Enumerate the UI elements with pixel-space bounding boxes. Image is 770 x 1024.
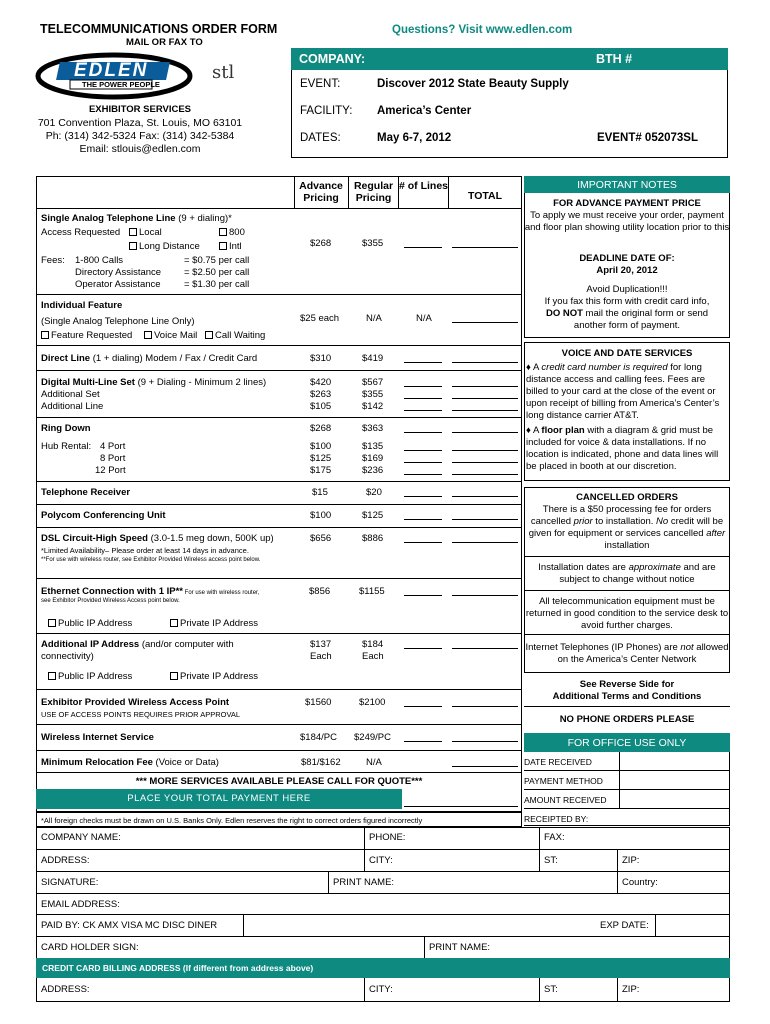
no-phone-orders: NO PHONE ORDERS PLEASE bbox=[559, 714, 695, 725]
800-label: 800 bbox=[229, 227, 245, 238]
email-address-label: EMAIL ADDRESS: bbox=[41, 899, 120, 910]
dsl-note-2: **For use with wireless router, see Exhibitor Provided Wireless access point below. bbox=[41, 557, 261, 563]
ethernet-title-line bbox=[41, 586, 297, 597]
total-header: TOTAL bbox=[467, 190, 503, 202]
wifi-title: Wireless Internet Service bbox=[41, 732, 154, 743]
receiver-title: Telephone Receiver bbox=[41, 487, 131, 498]
reverse-side-2: Additional Terms and Conditions bbox=[552, 691, 702, 702]
digital-advance-1: $420 bbox=[310, 377, 332, 388]
voice-data-title: VOICE AND DATE SERVICES bbox=[561, 348, 693, 359]
form-divider bbox=[617, 849, 618, 871]
billing-st-label: ST: bbox=[544, 984, 558, 995]
equipment-note: All telecommunication equipment must be returned in good condition to the service desk to avoid further charges. bbox=[524, 591, 730, 635]
direct-line-title bbox=[41, 353, 257, 364]
wifi-lines-input[interactable] bbox=[404, 733, 442, 742]
ct1: There is a $50 processing fee for orders cancelled bbox=[530, 504, 712, 527]
hub-lines-input-3[interactable] bbox=[404, 466, 442, 475]
row-divider bbox=[36, 345, 522, 346]
row-divider bbox=[36, 208, 522, 209]
polycom-advance: $100 bbox=[310, 510, 332, 521]
hub-regular-2: $169 bbox=[362, 453, 384, 464]
800-option[interactable] bbox=[219, 227, 245, 238]
intl-checkbox[interactable] bbox=[219, 242, 227, 250]
install-note bbox=[524, 557, 730, 591]
form-row bbox=[36, 936, 730, 937]
hub-total-input-2[interactable] bbox=[452, 454, 518, 463]
dates-label: DATES: bbox=[300, 132, 341, 144]
cancel-text bbox=[524, 504, 730, 552]
dup-text-rest: mail the original form or send another form of payment. bbox=[573, 308, 709, 331]
vb2c: with a diagram & grid must be included for voice & data installations. If no location is indicated, phone and data lines will be placed in booth at our discretion. bbox=[526, 425, 719, 472]
call-waiting-checkbox[interactable] bbox=[205, 331, 213, 339]
hub-regular-1: $135 bbox=[362, 441, 384, 452]
digital-regular-1: $567 bbox=[362, 377, 384, 388]
amount-received-label: AMOUNT RECEIVED bbox=[524, 795, 607, 805]
form-row bbox=[36, 893, 730, 894]
hub-regular-3: $236 bbox=[362, 465, 384, 476]
dsl-note-1: *Limited Availability– Please order at least 14 days in advance. bbox=[41, 546, 249, 555]
digital-regular-2: $355 bbox=[362, 389, 384, 400]
direct-lines-input[interactable] bbox=[404, 354, 442, 363]
analog-lines-input[interactable] bbox=[404, 239, 442, 248]
fee-operator-value: = $1.30 per call bbox=[184, 279, 250, 290]
indiv-lines: N/A bbox=[416, 313, 432, 324]
hub-total-input-3[interactable] bbox=[452, 466, 518, 475]
ring-down-title: Ring Down bbox=[41, 423, 91, 434]
office-row bbox=[524, 770, 730, 771]
addip-lines-input[interactable] bbox=[404, 640, 442, 649]
paid-by-label: PAID BY: CK AMX VISA MC DISC DINER bbox=[41, 920, 218, 931]
800-checkbox[interactable] bbox=[219, 228, 227, 236]
advance-price-text: To apply we must receive your order, payment and floor plan showing utility location prior to this bbox=[524, 210, 730, 233]
ct4: installation bbox=[604, 540, 650, 551]
local-option[interactable] bbox=[129, 227, 162, 238]
relocation-regular: N/A bbox=[366, 757, 382, 768]
intl-option[interactable] bbox=[219, 241, 242, 252]
header-address: 701 Convention Plaza, St. Louis, MO 63101 bbox=[37, 117, 243, 129]
wifi-total-input[interactable] bbox=[452, 733, 518, 742]
addip-advance: $137 Each bbox=[310, 639, 332, 662]
fee-directory-value: = $2.50 per call bbox=[184, 267, 250, 278]
country-label: Country: bbox=[622, 877, 658, 888]
ring-regular: $363 bbox=[362, 423, 384, 434]
digital-lines-input-3[interactable] bbox=[404, 402, 442, 411]
reverse-side-1: See Reverse Side for bbox=[579, 679, 675, 690]
grand-total-input[interactable] bbox=[404, 798, 518, 807]
polycom-total-input[interactable] bbox=[452, 511, 518, 520]
ring-advance: $268 bbox=[310, 423, 332, 434]
dsl-title: DSL Circuit-High Speed bbox=[41, 533, 148, 544]
hub-lines-input-1[interactable] bbox=[404, 442, 442, 451]
feature-requested-option[interactable] bbox=[41, 330, 132, 341]
cancel-title: CANCELLED ORDERS bbox=[576, 492, 678, 503]
ip2: allowed on the America’s Center Network bbox=[557, 642, 729, 665]
header-phone-fax: Ph: (314) 342-5324 Fax: (314) 342-5384 bbox=[45, 130, 235, 142]
exp-date-label: EXP DATE: bbox=[600, 920, 649, 931]
edlen-logo bbox=[34, 52, 194, 100]
date-received-label: DATE RECEIVED bbox=[524, 757, 592, 767]
relocation-title-line bbox=[41, 757, 219, 768]
hub-rental-label: Hub Rental: bbox=[41, 441, 92, 452]
relocation-rest: (Voice or Data) bbox=[152, 757, 219, 768]
direct-title: Direct Line bbox=[41, 353, 91, 364]
form-divider bbox=[424, 936, 425, 958]
row-divider bbox=[36, 689, 522, 690]
office-row bbox=[524, 789, 730, 790]
analog-dial: (9 + dialing)* bbox=[175, 213, 232, 224]
form-divider bbox=[617, 871, 618, 893]
exhibitor-services: EXHIBITOR SERVICES bbox=[88, 104, 192, 115]
wifi-regular: $249/PC bbox=[354, 732, 391, 743]
wap-lines-input[interactable] bbox=[404, 698, 442, 707]
digital-multiline-title bbox=[41, 377, 266, 388]
facility-label: FACILITY: bbox=[300, 105, 353, 117]
digital-advance-2: $263 bbox=[310, 389, 332, 400]
form-row bbox=[36, 871, 730, 872]
hub-12port: 12 Port bbox=[95, 465, 126, 476]
wap-title: Exhibitor Provided Wireless Access Point bbox=[41, 697, 230, 708]
digital-add-line: Additional Line bbox=[41, 401, 104, 412]
form-divider bbox=[364, 978, 365, 1002]
phone-label: PHONE: bbox=[369, 832, 406, 843]
place-total-bar: PLACE YOUR TOTAL PAYMENT HERE bbox=[36, 789, 402, 809]
hub-total-input-1[interactable] bbox=[452, 442, 518, 451]
dsl-regular: $886 bbox=[362, 533, 384, 544]
analog-regular: $355 bbox=[362, 238, 384, 249]
company-label: COMPANY: bbox=[299, 52, 366, 66]
receiver-regular: $20 bbox=[366, 487, 382, 498]
ct-prior: prior bbox=[573, 516, 593, 527]
analog-line-title bbox=[41, 213, 232, 224]
addip-public-ip-label: Public IP Address bbox=[58, 671, 133, 682]
deadline-title: DEADLINE DATE OF: bbox=[579, 253, 675, 264]
regular-pricing-header: Regular Pricing bbox=[353, 180, 394, 204]
advance-pricing-header: Advance Pricing bbox=[299, 180, 343, 204]
row-divider bbox=[524, 706, 730, 707]
addip-title: Additional IP Address bbox=[41, 639, 140, 650]
dsl-rest: (3.0-1.5 meg down, 500K up) bbox=[147, 533, 274, 544]
addip-rest: (and/or computer with connectivity) bbox=[41, 639, 234, 662]
digital-advance-3: $105 bbox=[310, 401, 332, 412]
addip-public-ip-checkbox[interactable] bbox=[48, 672, 56, 680]
feature-requested-checkbox[interactable] bbox=[41, 331, 49, 339]
voice-bullet-1: ♦ A credit card number is required for long distance access and calling fees. Fees are billed to your card at the close of the event or upon receipt of billing from America’s Center’s long distance carrier AT&T. bbox=[526, 362, 720, 421]
print-name-label: PRINT NAME: bbox=[333, 877, 395, 888]
event-info-box bbox=[291, 70, 728, 158]
wifi-advance: $184/PC bbox=[300, 732, 337, 743]
ethernet-rest: For use with wireless router, bbox=[183, 590, 260, 596]
hub-8port: 8 Port bbox=[100, 453, 126, 464]
voice-mail-checkbox[interactable] bbox=[144, 331, 152, 339]
event-value: Discover 2012 State Beauty Supply bbox=[377, 78, 569, 90]
st-label: ST: bbox=[544, 855, 558, 866]
eth-private-ip-label: Private IP Address bbox=[180, 618, 258, 629]
digital-add-set: Additional Set bbox=[41, 389, 100, 400]
dup-not: DO NOT bbox=[545, 308, 583, 319]
dsl-lines-input[interactable] bbox=[404, 534, 442, 543]
signature-label: SIGNATURE: bbox=[41, 877, 99, 888]
company-name-label: COMPANY NAME: bbox=[41, 832, 121, 843]
fee-directory-name: Directory Assistance bbox=[75, 267, 162, 278]
deadline-date: April 20, 2012 bbox=[596, 265, 658, 276]
ip-phones-note bbox=[524, 635, 730, 673]
digital-total-input-3[interactable] bbox=[452, 402, 518, 411]
vb2a: A bbox=[532, 425, 542, 436]
ethernet-rest-2: see Exhibitor Provided Wireless Access point below. bbox=[41, 598, 180, 604]
office-use-bar: FOR OFFICE USE ONLY bbox=[524, 733, 730, 752]
digital-title: Digital Multi-Line Set bbox=[41, 377, 135, 388]
fee-1800-value: = $0.75 per call bbox=[184, 255, 250, 266]
addip-regular: $184 Each bbox=[362, 639, 384, 662]
ct-no: No bbox=[656, 516, 669, 527]
digital-regular-3: $142 bbox=[362, 401, 384, 412]
wap-total-input[interactable] bbox=[452, 698, 518, 707]
form-divider bbox=[364, 849, 365, 871]
ring-total-input[interactable] bbox=[452, 424, 518, 433]
indiv-feature-title: Individual Feature bbox=[41, 300, 123, 311]
polycom-lines-input[interactable] bbox=[404, 511, 442, 520]
it-approx: approximate bbox=[628, 562, 681, 573]
voice-mail-option[interactable] bbox=[144, 330, 197, 341]
event-label: EVENT: bbox=[300, 78, 341, 90]
call-waiting-label: Call Waiting bbox=[215, 330, 266, 341]
hub-lines-input-2[interactable] bbox=[404, 454, 442, 463]
row-divider bbox=[36, 370, 522, 371]
hub-4port: 4 Port bbox=[100, 441, 126, 452]
logo-tagline: THE POWER PEOPLE bbox=[82, 80, 160, 89]
row-divider bbox=[36, 527, 522, 528]
hub-advance-2: $125 bbox=[310, 453, 332, 464]
billing-address-label: ADDRESS: bbox=[41, 984, 90, 995]
indiv-advance: $25 each bbox=[300, 313, 340, 324]
form-row bbox=[36, 914, 730, 915]
addip-title-line bbox=[41, 639, 286, 663]
digital-lines-input-2[interactable] bbox=[404, 390, 442, 399]
receiver-total-input[interactable] bbox=[452, 488, 518, 497]
vb1i: credit card number is required bbox=[541, 362, 668, 373]
form-divider bbox=[617, 978, 618, 1002]
mail-fax-label: MAIL OR FAX TO bbox=[126, 37, 203, 48]
row-divider bbox=[36, 750, 522, 751]
it2: and are subject to change without notice bbox=[559, 562, 716, 585]
city-label: CITY: bbox=[369, 855, 393, 866]
vb1a: A bbox=[532, 362, 542, 373]
intl-label: Intl bbox=[229, 241, 242, 252]
lines-header: # of Lines bbox=[399, 180, 449, 192]
addip-private-ip-option[interactable] bbox=[170, 671, 258, 682]
hub-advance-1: $100 bbox=[310, 441, 332, 452]
relocation-total-input[interactable] bbox=[452, 758, 518, 767]
facility-value: America’s Center bbox=[377, 105, 472, 117]
relocation-title: Minimum Relocation Fee bbox=[41, 757, 153, 768]
ethernet-total-input[interactable] bbox=[452, 587, 518, 596]
stl-logo: stl bbox=[212, 62, 235, 83]
zip-label: ZIP: bbox=[622, 855, 640, 866]
more-services-note: *** MORE SERVICES AVAILABLE PLEASE CALL FOR QUOTE*** bbox=[135, 776, 423, 787]
local-label: Local bbox=[139, 227, 162, 238]
indiv-feature-sub: (Single Analog Telephone Line Only) bbox=[41, 316, 195, 327]
addip-private-ip-label: Private IP Address bbox=[180, 671, 258, 682]
ethernet-regular: $1155 bbox=[359, 586, 385, 597]
long-distance-label: Long Distance bbox=[139, 241, 200, 252]
office-row bbox=[524, 808, 730, 809]
form-row bbox=[36, 849, 730, 850]
access-requested: Access Requested bbox=[41, 227, 121, 238]
vb1b: for long distance access and calling fees. Fees are billed to your card at the close of the event or upon receipt of billing from America’s Center’s long distance carrier AT&T. bbox=[526, 362, 720, 421]
row-divider bbox=[36, 578, 522, 579]
form-divider bbox=[243, 914, 244, 936]
it1: Installation dates are bbox=[538, 562, 629, 573]
form-title: TELECOMMUNICATIONS ORDER FORM bbox=[40, 22, 278, 36]
direct-total-input[interactable] bbox=[452, 354, 518, 363]
addip-private-ip-checkbox[interactable] bbox=[170, 672, 178, 680]
fax-label: FAX: bbox=[544, 832, 565, 843]
form-divider bbox=[655, 914, 656, 936]
row-divider bbox=[36, 633, 522, 634]
dsl-total-input[interactable] bbox=[452, 534, 518, 543]
questions-link[interactable]: Questions? Visit www.edlen.com bbox=[392, 24, 573, 36]
print-name-label-2: PRINT NAME: bbox=[429, 942, 491, 953]
foreign-checks-note: *All foreign checks must be drawn on U.S. Banks Only. Edlen reserves the right to correct orders figured incorrectly bbox=[36, 812, 522, 827]
feature-requested-label: Feature Requested bbox=[51, 330, 133, 341]
row-divider bbox=[36, 504, 522, 505]
eth-public-ip-option[interactable] bbox=[48, 618, 132, 629]
ethernet-lines-input[interactable] bbox=[404, 587, 442, 596]
receiver-lines-input[interactable] bbox=[404, 488, 442, 497]
analog-title: Single Analog Telephone Line bbox=[41, 213, 176, 224]
billing-address-bar: CREDIT CARD BILLING ADDRESS (If different from address above) bbox=[36, 958, 730, 978]
payment-method-label: PAYMENT METHOD bbox=[524, 776, 603, 786]
indiv-total-input[interactable] bbox=[452, 314, 518, 323]
voice-bullet-2: ♦ A floor plan with a diagram & grid must be included for voice & data installations. If no location is indicated, phone and data lines will be placed in booth at our discretion. bbox=[526, 425, 719, 472]
duplication-title: Avoid Duplication!!! bbox=[586, 284, 668, 295]
form-divider bbox=[328, 871, 329, 893]
vb2b: floor plan bbox=[541, 425, 585, 436]
ct3: credit will be given for equipment or services cancelled bbox=[528, 516, 724, 539]
eth-private-ip-option[interactable] bbox=[170, 618, 258, 629]
analog-advance: $268 bbox=[310, 238, 332, 249]
long-distance-option[interactable] bbox=[129, 241, 200, 252]
billing-zip-label: ZIP: bbox=[622, 984, 640, 995]
form-divider bbox=[539, 827, 540, 849]
ct2: to installation. bbox=[592, 516, 657, 527]
direct-rest: (1 + dialing) Modem / Fax / Credit Card bbox=[90, 353, 258, 364]
fees-label: Fees: bbox=[41, 255, 65, 266]
receiver-advance: $15 bbox=[312, 487, 328, 498]
advance-price-title: FOR ADVANCE PAYMENT PRICE bbox=[553, 198, 701, 209]
wap-regular: $2100 bbox=[359, 697, 386, 708]
ring-lines-input[interactable] bbox=[404, 424, 442, 433]
wap-subtitle: USE OF ACCESS POINTS REQUIRES PRIOR APPROVAL bbox=[41, 710, 241, 719]
relocation-advance: $81/$162 bbox=[301, 757, 341, 768]
ethernet-title: Ethernet Connection with 1 IP** bbox=[41, 586, 183, 597]
fee-operator-name: Operator Assistance bbox=[75, 279, 161, 290]
header-email: Email: stlouis@edlen.com bbox=[79, 143, 201, 155]
duplication-text-1: If you fax this form with credit card info, bbox=[544, 296, 710, 307]
office-divider bbox=[619, 752, 620, 808]
hub-advance-3: $175 bbox=[310, 465, 332, 476]
digital-total-input-2[interactable] bbox=[452, 390, 518, 399]
addip-total-input[interactable] bbox=[452, 640, 518, 649]
eth-private-ip-checkbox[interactable] bbox=[170, 619, 178, 627]
address-label: ADDRESS: bbox=[41, 855, 90, 866]
local-checkbox[interactable] bbox=[129, 228, 137, 236]
ip1: Internet Telephones (IP Phones) are bbox=[525, 642, 681, 653]
dsl-title-line bbox=[41, 533, 274, 544]
receipted-by-label: RECEIPTED BY: bbox=[524, 814, 589, 824]
ct-after: after bbox=[706, 528, 726, 539]
event-number: EVENT# 052073SL bbox=[597, 132, 699, 144]
voice-mail-label: Voice Mail bbox=[154, 330, 198, 341]
ip-not: not bbox=[680, 642, 694, 653]
long-distance-checkbox[interactable] bbox=[129, 242, 137, 250]
eth-public-ip-label: Public IP Address bbox=[58, 618, 133, 629]
row-divider bbox=[36, 724, 522, 725]
form-divider bbox=[539, 978, 540, 1002]
row-divider bbox=[36, 417, 522, 418]
form-divider bbox=[539, 849, 540, 871]
indiv-regular: N/A bbox=[366, 313, 382, 324]
wap-advance: $1560 bbox=[305, 697, 332, 708]
bth-label: BTH # bbox=[596, 52, 633, 66]
eth-public-ip-checkbox[interactable] bbox=[48, 619, 56, 627]
billing-city-label: CITY: bbox=[369, 984, 393, 995]
row-divider bbox=[36, 772, 522, 773]
ethernet-advance: $856 bbox=[309, 586, 331, 597]
fee-1800-name: 1-800 Calls bbox=[75, 255, 124, 266]
duplication-text-2 bbox=[534, 308, 720, 332]
digital-total-input-1[interactable] bbox=[452, 378, 518, 387]
polycom-title: Polycom Conferencing Unit bbox=[41, 510, 166, 521]
call-waiting-option[interactable] bbox=[205, 330, 265, 341]
digital-lines-input-1[interactable] bbox=[404, 378, 442, 387]
addip-public-ip-option[interactable] bbox=[48, 671, 132, 682]
digital-rest: (9 + Dialing - Minimum 2 lines) bbox=[134, 377, 267, 388]
important-notes-bar: IMPORTANT NOTES bbox=[524, 176, 730, 193]
company-bar bbox=[291, 48, 728, 70]
card-holder-sign-label: CARD HOLDER SIGN: bbox=[41, 942, 139, 953]
dsl-advance: $656 bbox=[310, 533, 332, 544]
direct-regular: $419 bbox=[362, 353, 384, 364]
direct-advance: $310 bbox=[310, 353, 332, 364]
dates-value: May 6-7, 2012 bbox=[377, 132, 452, 144]
row-divider bbox=[36, 481, 522, 482]
form-divider bbox=[364, 827, 365, 849]
logo-text: EDLEN bbox=[74, 60, 149, 81]
row-divider bbox=[36, 294, 522, 295]
polycom-regular: $125 bbox=[362, 510, 384, 521]
analog-total-input[interactable] bbox=[452, 239, 518, 248]
